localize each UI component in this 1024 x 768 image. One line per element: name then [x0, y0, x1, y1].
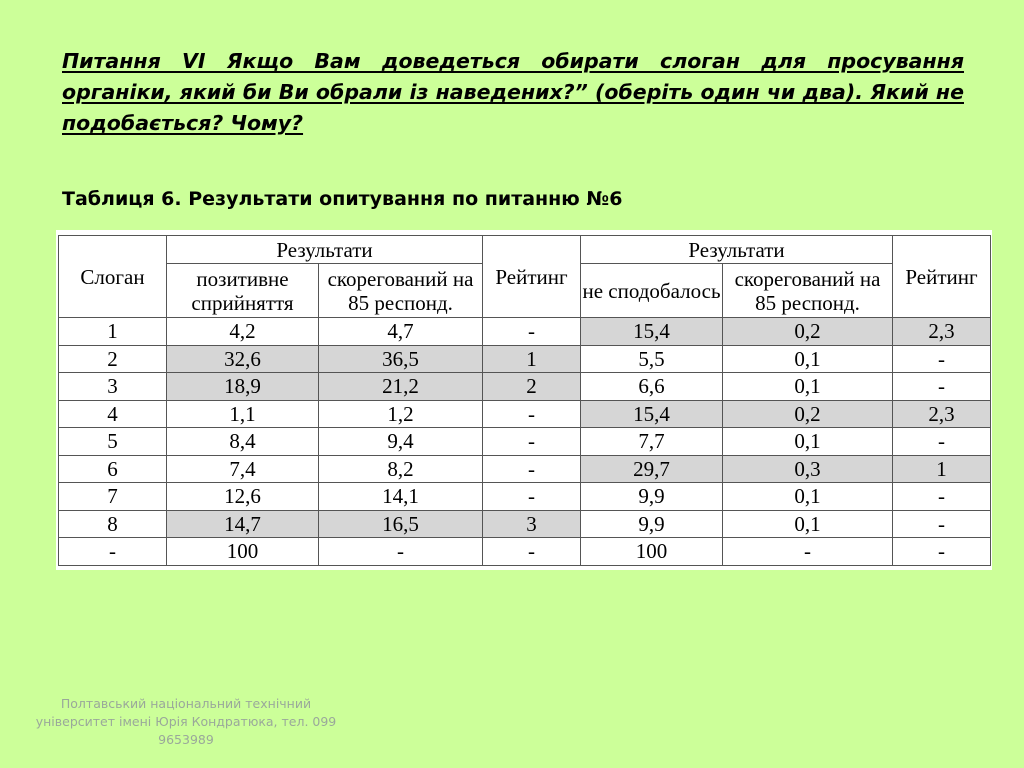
- header-slogan: Слоган: [59, 236, 167, 318]
- cell-rating-positive: 3: [483, 510, 581, 538]
- cell-positive: 18,9: [167, 373, 319, 401]
- cell-adjusted-negative: 0,1: [723, 510, 893, 538]
- cell-rating-positive: -: [483, 428, 581, 456]
- cell-positive: 100: [167, 538, 319, 566]
- cell-adjusted-positive: 4,7: [319, 318, 483, 346]
- cell-adjusted-positive: 9,4: [319, 428, 483, 456]
- cell-slogan: 4: [59, 400, 167, 428]
- cell-adjusted-negative: 0,2: [723, 318, 893, 346]
- cell-rating-positive: -: [483, 483, 581, 511]
- cell-adjusted-positive: 36,5: [319, 345, 483, 373]
- cell-positive: 7,4: [167, 455, 319, 483]
- table-row: [59, 538, 991, 566]
- cell-disliked: 9,9: [581, 483, 723, 511]
- cell-adjusted-positive: 14,1: [319, 483, 483, 511]
- cell-adjusted-negative: 0,3: [723, 455, 893, 483]
- cell-adjusted-positive: 8,2: [319, 455, 483, 483]
- cell-slogan: -: [59, 538, 167, 566]
- cell-adjusted-positive: 21,2: [319, 373, 483, 401]
- cell-rating-negative: 1: [893, 455, 991, 483]
- cell-positive: 4,2: [167, 318, 319, 346]
- cell-slogan: 2: [59, 345, 167, 373]
- cell-disliked: 7,7: [581, 428, 723, 456]
- cell-rating-negative: -: [893, 373, 991, 401]
- cell-rating-negative: -: [893, 428, 991, 456]
- cell-adjusted-negative: 0,1: [723, 345, 893, 373]
- footer-contact: Полтавський національний технічний університет імені Юрія Кондратюка, тел. 099 9653989: [35, 696, 337, 747]
- cell-slogan: 7: [59, 483, 167, 511]
- cell-rating-negative: -: [893, 538, 991, 566]
- cell-disliked: 15,4: [581, 400, 723, 428]
- cell-disliked: 5,5: [581, 345, 723, 373]
- header-results-negative-group: Результати: [581, 236, 893, 264]
- table-title: Таблиця 6. Результати опитування по питанню №6: [62, 188, 623, 210]
- cell-slogan: 6: [59, 455, 167, 483]
- header-adjusted-negative: скорегований на 85 респонд.: [723, 264, 893, 318]
- cell-positive: 1,1: [167, 400, 319, 428]
- cell-rating-negative: 2,3: [893, 318, 991, 346]
- cell-rating-negative: -: [893, 345, 991, 373]
- cell-adjusted-negative: -: [723, 538, 893, 566]
- table-row: [59, 345, 991, 373]
- results-table: [58, 235, 991, 566]
- table-row: [59, 483, 991, 511]
- cell-rating-negative: 2,3: [893, 400, 991, 428]
- table-row: [59, 400, 991, 428]
- question-text: Питання VI Якщо Вам доведеться обирати слоган для просування органіки, який би Ви обрали із наведених?” (оберіть один чи два). Який не подобається? Чому?: [62, 49, 964, 135]
- table-row: [59, 318, 991, 346]
- header-rating-positive: Рейтинг: [483, 236, 581, 318]
- cell-rating-positive: -: [483, 400, 581, 428]
- table-row: [59, 428, 991, 456]
- cell-rating-positive: 2: [483, 373, 581, 401]
- table-row: [59, 455, 991, 483]
- cell-rating-positive: -: [483, 538, 581, 566]
- cell-rating-positive: 1: [483, 345, 581, 373]
- table-body: [59, 318, 991, 566]
- cell-rating-positive: -: [483, 318, 581, 346]
- header-positive-perception: позитивне сприйняття: [167, 264, 319, 318]
- cell-slogan: 3: [59, 373, 167, 401]
- cell-adjusted-positive: 1,2: [319, 400, 483, 428]
- table-row: [59, 510, 991, 538]
- header-adjusted-positive: скорегований на 85 респонд.: [319, 264, 483, 318]
- cell-disliked: 15,4: [581, 318, 723, 346]
- cell-positive: 32,6: [167, 345, 319, 373]
- cell-slogan: 5: [59, 428, 167, 456]
- cell-adjusted-positive: -: [319, 538, 483, 566]
- cell-disliked: 6,6: [581, 373, 723, 401]
- cell-adjusted-negative: 0,1: [723, 428, 893, 456]
- header-results-positive-group: Результати: [167, 236, 483, 264]
- table-header-row-1: [59, 236, 991, 264]
- table-row: [59, 373, 991, 401]
- table-container: [56, 230, 992, 570]
- cell-rating-negative: -: [893, 483, 991, 511]
- cell-rating-negative: -: [893, 510, 991, 538]
- cell-adjusted-positive: 16,5: [319, 510, 483, 538]
- cell-slogan: 1: [59, 318, 167, 346]
- cell-positive: 12,6: [167, 483, 319, 511]
- cell-adjusted-negative: 0,1: [723, 373, 893, 401]
- header-disliked: не сподобалось: [581, 264, 723, 318]
- cell-slogan: 8: [59, 510, 167, 538]
- cell-adjusted-negative: 0,1: [723, 483, 893, 511]
- cell-disliked: 29,7: [581, 455, 723, 483]
- header-rating-negative: Рейтинг: [893, 236, 991, 318]
- cell-positive: 14,7: [167, 510, 319, 538]
- cell-adjusted-negative: 0,2: [723, 400, 893, 428]
- cell-rating-positive: -: [483, 455, 581, 483]
- cell-positive: 8,4: [167, 428, 319, 456]
- cell-disliked: 9,9: [581, 510, 723, 538]
- cell-disliked: 100: [581, 538, 723, 566]
